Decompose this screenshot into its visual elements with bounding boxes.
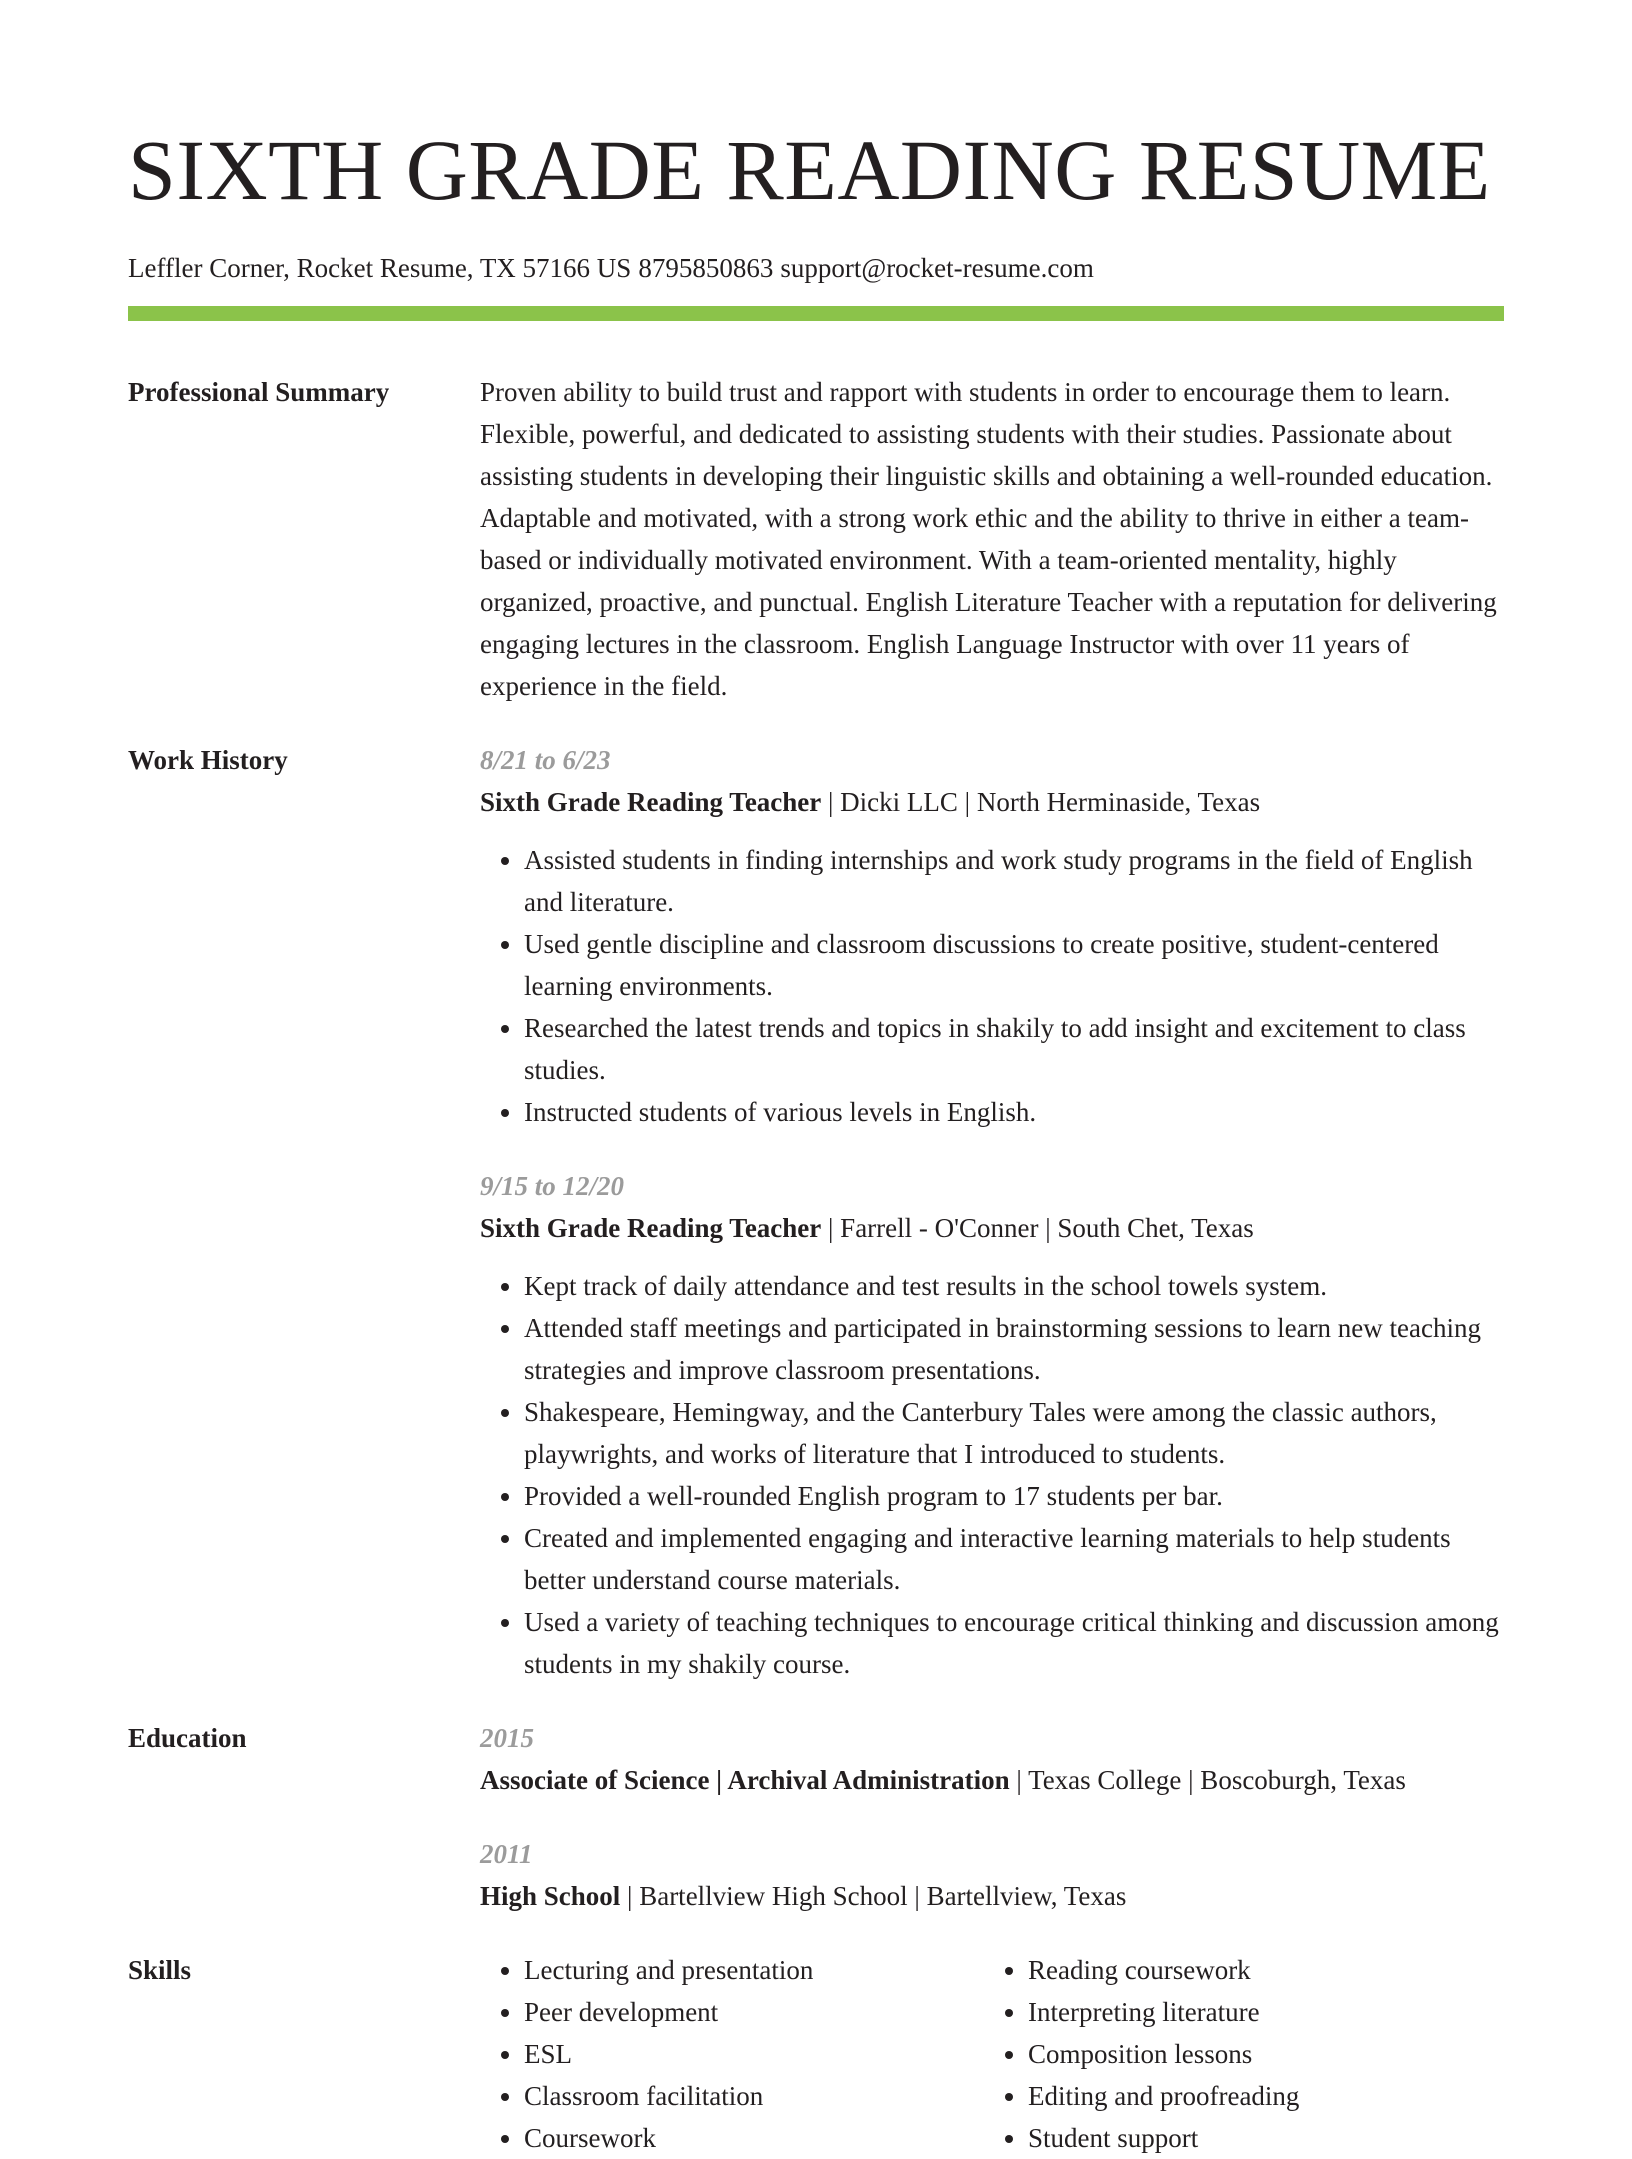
job-bullet: • Used gentle discipline and classroom discussions to create positive, student-centered learning environments. (524, 923, 1504, 1007)
skill-item: • Student support (1028, 2117, 1504, 2159)
resume-page (128, 0, 1504, 2159)
skill-item: • Lecturing and presentation (524, 1949, 984, 1991)
education-year: 2011 (480, 1839, 533, 1869)
education-details: | Texas College | Boscoburgh, Texas (1009, 1765, 1406, 1795)
job-bullet: • Kept track of daily attendance and test results in the school towels system. (524, 1265, 1504, 1307)
summary-heading: Professional Summary (128, 377, 390, 407)
skills-section (128, 1949, 1504, 2159)
contact-line (128, 248, 1504, 288)
summary-text: Proven ability to build trust and rapport with students in order to encourage them to learn. Flexible, powerful, and dedicated to assisting students with their studies. Passionate about assisting students in developing their linguistic skills and obtaining a well-rounded education. Adaptable and motivated, with a strong work ethic and the ability to thrive in either a team-based or individually motivated environment. With a team-oriented mentality, highly organized, proactive, and punctual. English Literature Teacher with a reputation for delivering engaging lectures in the classroom. English Language Instructor with over 11 years of experience in the field. (480, 377, 1497, 701)
job-bullet: • Instructed students of various levels in English. (524, 1091, 1504, 1133)
education-degree: High School (480, 1881, 621, 1911)
skills-list-right (984, 1949, 1504, 2159)
job-bullets (480, 1265, 1504, 1685)
contact-address: Leffler Corner, Rocket Resume, TX 57166 US (128, 253, 632, 283)
skill-item: • Editing and proofreading (1028, 2075, 1504, 2117)
summary-section (128, 371, 1504, 707)
skill-item: • ESL (524, 2033, 984, 2075)
work-history-section (128, 739, 1504, 1685)
education-role (480, 1759, 1504, 1801)
job-bullet: • Shakespeare, Hemingway, and the Canterbury Tales were among the classic authors, playwrights, and works of literature that I introduced to students. (524, 1391, 1504, 1475)
job-dates: 8/21 to 6/23 (480, 745, 611, 775)
education-details: | Bartellview High School | Bartellview, Texas (620, 1881, 1127, 1911)
education-entry (480, 1717, 1504, 1801)
job-bullet: • Attended staff meetings and participated in brainstorming sessions to learn new teaching strategies and improve classroom presentations. (524, 1307, 1504, 1391)
skill-item: • Composition lessons (1028, 2033, 1504, 2075)
education-degree: Associate of Science | Archival Administration (480, 1765, 1010, 1795)
accent-divider (128, 306, 1504, 321)
education-role (480, 1875, 1504, 1917)
education-section (128, 1717, 1504, 1917)
job-details: | Dicki LLC | North Herminaside, Texas (821, 787, 1261, 817)
skill-item: • Classroom facilitation (524, 2075, 984, 2117)
job-role (480, 781, 1504, 823)
job-bullets (480, 839, 1504, 1133)
job-bullet: • Researched the latest trends and topics in shakily to add insight and excitement to class studies. (524, 1007, 1504, 1091)
job-bullet: • Provided a well-rounded English program to 17 students per bar. (524, 1475, 1504, 1517)
skill-item: • Reading coursework (1028, 1949, 1504, 1991)
skill-item: • Interpreting literature (1028, 1991, 1504, 2033)
job-details: | Farrell - O'Conner | South Chet, Texas (821, 1213, 1254, 1243)
job-entry (480, 1165, 1504, 1685)
job-role (480, 1207, 1504, 1249)
job-title: Sixth Grade Reading Teacher (480, 1213, 822, 1243)
job-entry (480, 739, 1504, 1133)
job-bullet: • Assisted students in finding internships and work study programs in the field of English and literature. (524, 839, 1504, 923)
job-dates: 9/15 to 12/20 (480, 1171, 625, 1201)
work-history-heading: Work History (128, 745, 288, 775)
job-bullet: • Used a variety of teaching techniques to encourage critical thinking and discussion among students in my shakily course. (524, 1601, 1504, 1685)
resume-name: SIXTH GRADE READING RESUME (128, 122, 1491, 218)
education-year: 2015 (480, 1723, 534, 1753)
skills-heading: Skills (128, 1955, 192, 1985)
education-heading: Education (128, 1723, 247, 1753)
job-title: Sixth Grade Reading Teacher (480, 787, 822, 817)
skills-list-left (480, 1949, 984, 2159)
job-bullet: • Created and implemented engaging and interactive learning materials to help students better understand course materials. (524, 1517, 1504, 1601)
skill-item: • Peer development (524, 1991, 984, 2033)
education-entry (480, 1833, 1504, 1917)
skill-item: • Coursework (524, 2117, 984, 2159)
contact-email: support@rocket-resume.com (780, 253, 1094, 283)
contact-phone: 8795850863 (638, 253, 774, 283)
